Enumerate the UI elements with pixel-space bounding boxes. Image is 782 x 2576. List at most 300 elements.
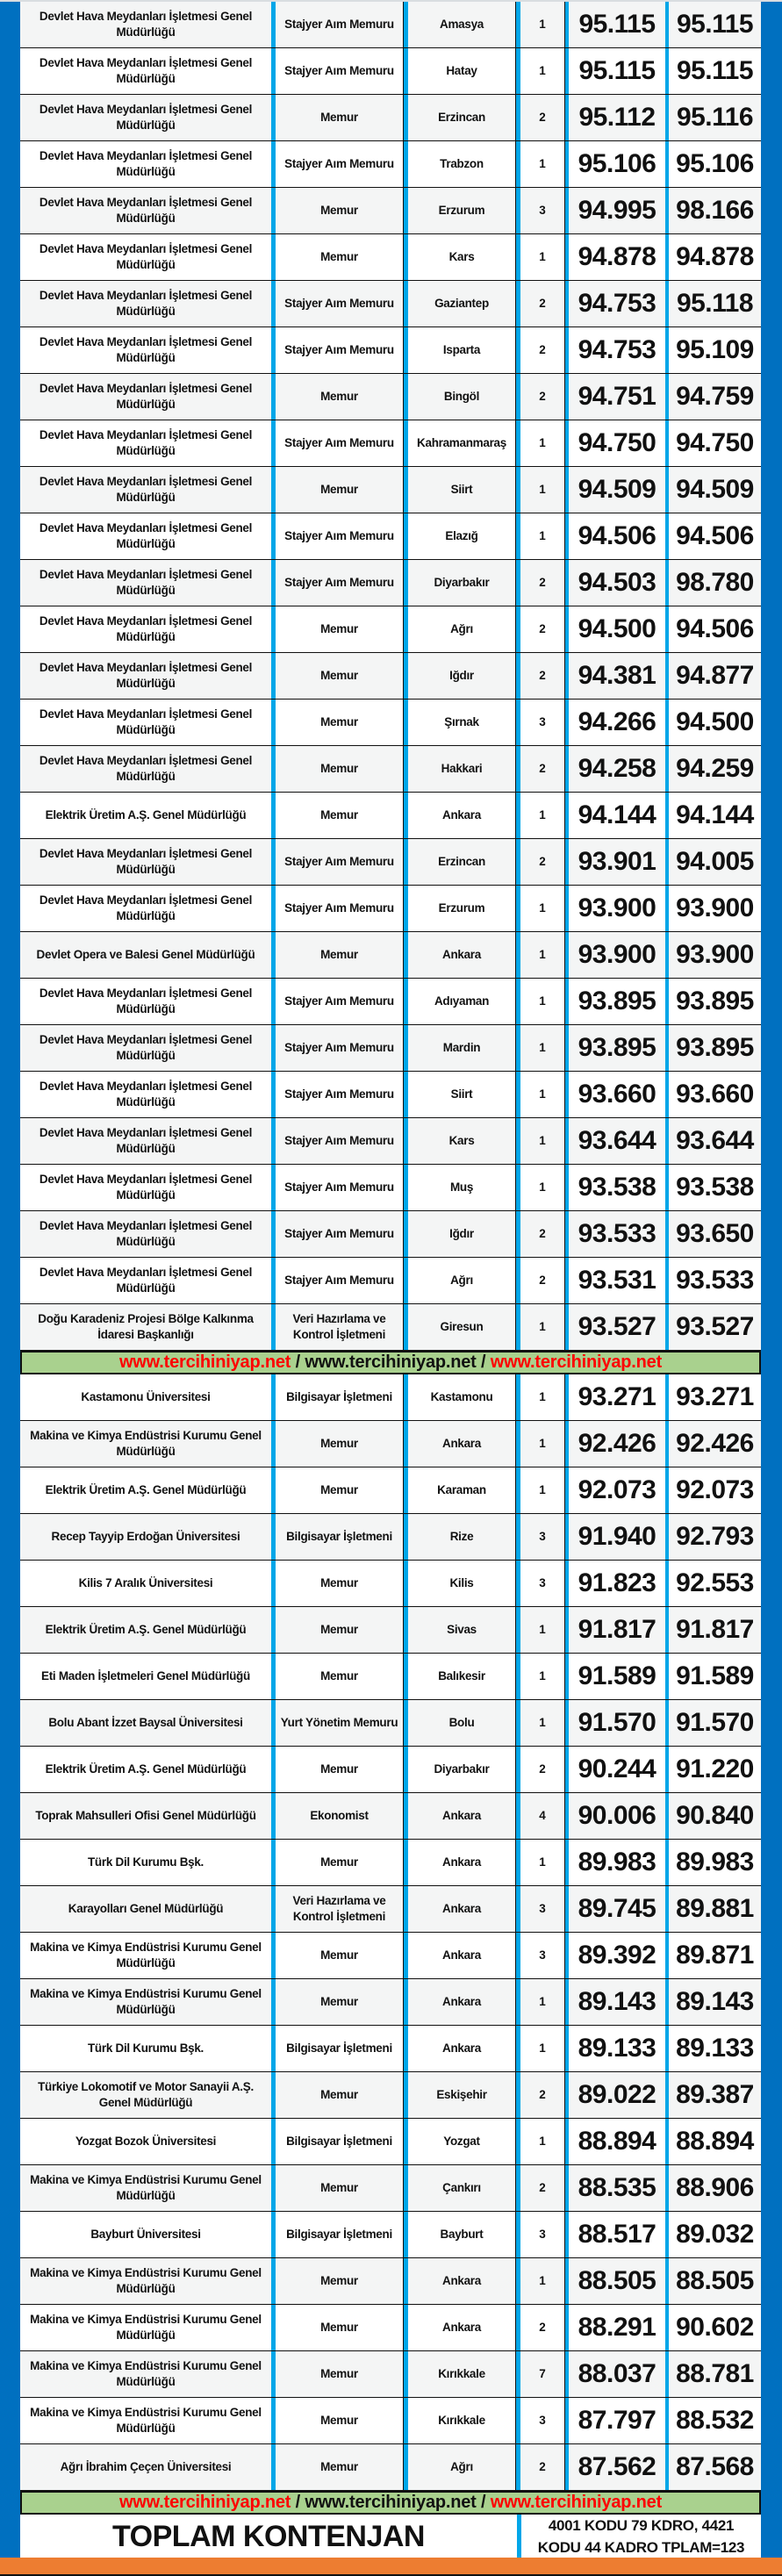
city-cell: Eskişehir <box>404 2072 516 2118</box>
max-score-cell: 93.271 <box>665 1374 761 1420</box>
institution-cell: Türkiye Lokomotif ve Motor Sanayii A.Ş. Genel Müdürlüğü <box>38 2079 254 2109</box>
table-row <box>20 2212 761 2258</box>
table-row <box>20 374 761 420</box>
max-score-cell: 95.115 <box>665 48 761 94</box>
institution-cell: Recep Tayyip Erdoğan Üniversitesi <box>51 1529 240 1543</box>
position-cell: Stajyer Aım Memuru <box>271 281 404 326</box>
city-cell: Ağrı <box>404 1258 516 1303</box>
table-row <box>20 1840 761 1886</box>
banner-link-2[interactable]: www.tercihiniyap.net <box>305 2493 477 2512</box>
position-cell: Stajyer Aım Memuru <box>271 48 404 94</box>
min-score-cell: 91.823 <box>565 1561 665 1606</box>
position-cell: Memur <box>271 2258 404 2304</box>
min-score-cell: 94.503 <box>565 560 665 606</box>
table-row <box>20 188 761 234</box>
table-row <box>20 95 761 141</box>
min-score-cell: 93.660 <box>565 1072 665 1117</box>
position-cell: Memur <box>271 188 404 233</box>
institution-cell: Kastamonu Üniversitesi <box>81 1389 211 1403</box>
total-row <box>20 2515 761 2561</box>
institution-cell: Devlet Hava Meydanları İşletmesi Genel Müdürlüğü <box>39 427 253 457</box>
min-score-cell: 88.505 <box>565 2258 665 2304</box>
site-banner-top <box>20 1351 761 1374</box>
position-cell: Stajyer Aım Memuru <box>271 1211 404 1257</box>
city-cell: Erzurum <box>404 188 516 233</box>
city-cell: Hatay <box>404 48 516 94</box>
city-cell: Ankara <box>404 1421 516 1467</box>
table-row <box>20 2026 761 2072</box>
max-score-cell: 93.895 <box>665 979 761 1024</box>
institution-cell: Makina ve Kimya Endüstrisi Kurumu Genel Müdürlüğü <box>30 2265 262 2295</box>
position-cell: Memur <box>271 653 404 699</box>
city-cell: Bingöl <box>404 374 516 420</box>
min-score-cell: 89.392 <box>565 1933 665 1978</box>
city-cell: Erzurum <box>404 886 516 931</box>
institution-cell: Devlet Hava Meydanları İşletmesi Genel Müdürlüğü <box>39 148 253 178</box>
max-score-cell: 88.781 <box>665 2351 761 2397</box>
table-row <box>20 1747 761 1793</box>
min-score-cell: 94.144 <box>565 793 665 838</box>
city-cell: Kahramanmaraş <box>404 420 516 466</box>
position-cell: Memur <box>271 374 404 420</box>
city-cell: Ankara <box>404 793 516 838</box>
institution-cell: Bolu Abant İzzet Baysal Üniversitesi <box>48 1715 243 1729</box>
min-score-cell: 93.895 <box>565 979 665 1024</box>
min-score-cell: 94.751 <box>565 374 665 420</box>
institution-cell: Devlet Hava Meydanları İşletmesi Genel Müdürlüğü <box>39 474 253 504</box>
table-row <box>20 700 761 746</box>
quota-cell: 1 <box>516 1118 565 1164</box>
table-row <box>20 979 761 1025</box>
table-row <box>20 1025 761 1072</box>
position-cell: Memur <box>271 95 404 140</box>
table-row <box>20 2 761 48</box>
city-cell: Giresun <box>404 1304 516 1350</box>
min-score-cell: 94.500 <box>565 606 665 652</box>
max-score-cell: 93.900 <box>665 886 761 931</box>
city-cell: Siirt <box>404 467 516 513</box>
city-cell: Bayburt <box>404 2212 516 2257</box>
quota-cell: 3 <box>516 1514 565 1560</box>
institution-cell: Devlet Hava Meydanları İşletmesi Genel Müdürlüğü <box>39 1172 253 1202</box>
position-cell: Stajyer Aım Memuru <box>271 1118 404 1164</box>
city-cell: Amasya <box>404 2 516 47</box>
quota-cell: 3 <box>516 1933 565 1978</box>
min-score-cell: 94.750 <box>565 420 665 466</box>
table-row <box>20 420 761 467</box>
banner-link-2[interactable]: www.tercihiniyap.net <box>305 1353 477 1372</box>
position-cell: Memur <box>271 1933 404 1978</box>
total-note <box>517 2515 761 2559</box>
min-score-cell: 94.506 <box>565 513 665 559</box>
city-cell: Diyarbakır <box>404 1747 516 1792</box>
max-score-cell: 98.780 <box>665 560 761 606</box>
institution-cell: Devlet Hava Meydanları İşletmesi Genel Müdürlüğü <box>39 1079 253 1109</box>
table-row <box>20 1421 761 1467</box>
table-row <box>20 513 761 560</box>
position-cell: Stajyer Aım Memuru <box>271 1072 404 1117</box>
institution-cell: Devlet Hava Meydanları İşletmesi Genel Müdürlüğü <box>39 893 253 922</box>
table-section-top <box>20 2 761 1351</box>
min-score-cell: 93.533 <box>565 1211 665 1257</box>
city-cell: Ankara <box>404 2258 516 2304</box>
position-cell: Ekonomist <box>271 1793 404 1839</box>
position-cell: Bilgisayar İşletmeni <box>271 1374 404 1420</box>
institution-cell: Elektrik Üretim A.Ş. Genel Müdürlüğü <box>45 1762 247 1776</box>
max-score-cell: 93.538 <box>665 1165 761 1210</box>
institution-cell: Devlet Hava Meydanları İşletmesi Genel Müdürlüğü <box>39 381 253 411</box>
city-cell: Hakkari <box>404 746 516 792</box>
min-score-cell: 95.115 <box>565 48 665 94</box>
position-cell: Memur <box>271 1840 404 1885</box>
max-score-cell: 95.106 <box>665 141 761 187</box>
quota-cell: 1 <box>516 48 565 94</box>
max-score-cell: 91.589 <box>665 1654 761 1699</box>
table-row <box>20 1793 761 1840</box>
quota-cell: 2 <box>516 1211 565 1257</box>
min-score-cell: 89.143 <box>565 1979 665 2025</box>
table-row <box>20 560 761 606</box>
quota-cell: 3 <box>516 700 565 745</box>
max-score-cell: 93.533 <box>665 1258 761 1303</box>
city-cell: Rize <box>404 1514 516 1560</box>
position-cell: Memur <box>271 2351 404 2397</box>
min-score-cell: 93.900 <box>565 932 665 978</box>
banner-link-1[interactable]: www.tercihiniyap.net <box>118 1353 291 1372</box>
position-cell: Memur <box>271 234 404 280</box>
min-score-cell: 94.381 <box>565 653 665 699</box>
max-score-cell: 87.568 <box>665 2444 761 2490</box>
institution-cell: Devlet Hava Meydanları İşletmesi Genel Müdürlüğü <box>39 334 253 364</box>
city-cell: Erzincan <box>404 95 516 140</box>
city-cell: Kars <box>404 234 516 280</box>
table-row <box>20 2072 761 2119</box>
table-row <box>20 1933 761 1979</box>
min-score-cell: 93.531 <box>565 1258 665 1303</box>
table-row <box>20 281 761 327</box>
min-score-cell: 95.106 <box>565 141 665 187</box>
quota-cell: 1 <box>516 1304 565 1350</box>
max-score-cell: 95.116 <box>665 95 761 140</box>
max-score-cell: 88.906 <box>665 2165 761 2211</box>
quota-cell: 2 <box>516 606 565 652</box>
quota-cell: 2 <box>516 281 565 326</box>
quota-cell: 3 <box>516 188 565 233</box>
min-score-cell: 89.133 <box>565 2026 665 2071</box>
position-cell: Memur <box>271 2398 404 2443</box>
quota-cell: 2 <box>516 1747 565 1792</box>
min-score-cell: 87.797 <box>565 2398 665 2443</box>
table-row <box>20 1304 761 1351</box>
table-row <box>20 141 761 188</box>
total-label: TOPLAM KONTENJAN <box>112 2520 425 2553</box>
banner-link-3[interactable]: www.tercihiniyap.net <box>490 2493 663 2512</box>
city-cell: Gaziantep <box>404 281 516 326</box>
min-score-cell: 94.266 <box>565 700 665 745</box>
position-cell: Memur <box>271 2165 404 2211</box>
min-score-cell: 88.037 <box>565 2351 665 2397</box>
position-cell: Stajyer Aım Memuru <box>271 1258 404 1303</box>
table-row <box>20 1467 761 1514</box>
position-cell: Bilgisayar İşletmeni <box>271 1514 404 1560</box>
city-cell: Erzincan <box>404 839 516 885</box>
max-score-cell: 94.506 <box>665 513 761 559</box>
position-cell: Veri Hazırlama ve Kontrol İşletmeni <box>271 1886 404 1932</box>
table-row <box>20 606 761 653</box>
city-cell: Trabzon <box>404 141 516 187</box>
institution-cell: Devlet Hava Meydanları İşletmesi Genel Müdürlüğü <box>39 195 253 225</box>
kontenjan-table <box>20 2 761 2561</box>
quota-cell: 2 <box>516 2165 565 2211</box>
min-score-cell: 93.644 <box>565 1118 665 1164</box>
institution-cell: Devlet Hava Meydanları İşletmesi Genel Müdürlüğü <box>39 55 253 85</box>
institution-cell: Doğu Karadeniz Projesi Bölge Kalkınma İdaresi Başkanlığı <box>38 1311 254 1341</box>
table-row <box>20 886 761 932</box>
institution-cell: Makina ve Kimya Endüstrisi Kurumu Genel Müdürlüğü <box>30 2405 262 2435</box>
institution-cell: Devlet Hava Meydanları İşletmesi Genel Müdürlüğü <box>39 102 253 132</box>
position-cell: Memur <box>271 1747 404 1792</box>
min-score-cell: 89.983 <box>565 1840 665 1885</box>
position-cell: Memur <box>271 1421 404 1467</box>
min-score-cell: 88.535 <box>565 2165 665 2211</box>
institution-cell: Devlet Hava Meydanları İşletmesi Genel Müdürlüğü <box>39 846 253 876</box>
table-row <box>20 1654 761 1700</box>
quota-cell: 2 <box>516 327 565 373</box>
max-score-cell: 94.500 <box>665 700 761 745</box>
quota-cell: 3 <box>516 2398 565 2443</box>
quota-cell: 1 <box>516 234 565 280</box>
footer-bar <box>0 2558 782 2576</box>
quota-cell: 1 <box>516 793 565 838</box>
position-cell: Stajyer Aım Memuru <box>271 2 404 47</box>
quota-cell: 1 <box>516 2026 565 2071</box>
quota-cell: 1 <box>516 1025 565 1071</box>
position-cell: Memur <box>271 793 404 838</box>
quota-cell: 1 <box>516 886 565 931</box>
city-cell: Yozgat <box>404 2119 516 2164</box>
position-cell: Memur <box>271 2072 404 2118</box>
min-score-cell: 89.022 <box>565 2072 665 2118</box>
city-cell: Ağrı <box>404 2444 516 2490</box>
city-cell: Mardin <box>404 1025 516 1071</box>
city-cell: Kastamonu <box>404 1374 516 1420</box>
max-score-cell: 94.005 <box>665 839 761 885</box>
city-cell: Ankara <box>404 1793 516 1839</box>
position-cell: Bilgisayar İşletmeni <box>271 2119 404 2164</box>
min-score-cell: 95.115 <box>565 2 665 47</box>
position-cell: Memur <box>271 932 404 978</box>
max-score-cell: 95.115 <box>665 2 761 47</box>
max-score-cell: 93.527 <box>665 1304 761 1350</box>
position-cell: Stajyer Aım Memuru <box>271 560 404 606</box>
max-score-cell: 95.109 <box>665 327 761 373</box>
institution-cell: Elektrik Üretim A.Ş. Genel Müdürlüğü <box>45 1482 247 1496</box>
banner-separator: / <box>476 1353 491 1372</box>
max-score-cell: 94.759 <box>665 374 761 420</box>
max-score-cell: 93.660 <box>665 1072 761 1117</box>
institution-cell: Yozgat Bozok Üniversitesi <box>75 2134 217 2148</box>
max-score-cell: 93.895 <box>665 1025 761 1071</box>
quota-cell: 1 <box>516 1421 565 1467</box>
institution-cell: Makina ve Kimya Endüstrisi Kurumu Genel Müdürlüğü <box>30 1940 262 1970</box>
institution-cell: Devlet Hava Meydanları İşletmesi Genel Müdürlüğü <box>39 614 253 643</box>
max-score-cell: 93.644 <box>665 1118 761 1164</box>
institution-cell: Makina ve Kimya Endüstrisi Kurumu Genel Müdürlüğü <box>30 2312 262 2342</box>
table-row <box>20 1118 761 1165</box>
min-score-cell: 94.509 <box>565 467 665 513</box>
max-score-cell: 94.259 <box>665 746 761 792</box>
city-cell: Kırıkkale <box>404 2398 516 2443</box>
quota-cell: 1 <box>516 1467 565 1513</box>
quota-cell: 2 <box>516 2072 565 2118</box>
max-score-cell: 98.166 <box>665 188 761 233</box>
institution-cell: Makina ve Kimya Endüstrisi Kurumu Genel Müdürlüğü <box>30 2358 262 2388</box>
institution-cell: Devlet Hava Meydanları İşletmesi Genel Müdürlüğü <box>39 707 253 736</box>
quota-cell: 3 <box>516 1561 565 1606</box>
quota-cell: 1 <box>516 1374 565 1420</box>
min-score-cell: 91.570 <box>565 1700 665 1746</box>
quota-cell: 2 <box>516 2444 565 2490</box>
table-row <box>20 1979 761 2026</box>
max-score-cell: 89.387 <box>665 2072 761 2118</box>
table-row <box>20 467 761 513</box>
table-row <box>20 2305 761 2351</box>
table-row <box>20 1561 761 1607</box>
max-score-cell: 91.220 <box>665 1747 761 1792</box>
institution-cell: Devlet Hava Meydanları İşletmesi Genel Müdürlüğü <box>39 288 253 318</box>
quota-cell: 1 <box>516 467 565 513</box>
total-note-line2: KODU 44 KADRO TPLAM=123 <box>537 2538 745 2556</box>
min-score-cell: 87.562 <box>565 2444 665 2490</box>
position-cell: Veri Hazırlama ve Kontrol İşletmeni <box>271 1304 404 1350</box>
quota-cell: 1 <box>516 513 565 559</box>
max-score-cell: 88.505 <box>665 2258 761 2304</box>
banner-link-3[interactable]: www.tercihiniyap.net <box>490 1353 663 1372</box>
institution-cell: Kilis 7 Aralık Üniversitesi <box>78 1575 213 1589</box>
max-score-cell: 94.877 <box>665 653 761 699</box>
min-score-cell: 93.527 <box>565 1304 665 1350</box>
position-cell: Stajyer Aım Memuru <box>271 420 404 466</box>
table-row <box>20 1258 761 1304</box>
max-score-cell: 91.570 <box>665 1700 761 1746</box>
min-score-cell: 89.745 <box>565 1886 665 1932</box>
table-row <box>20 839 761 886</box>
max-score-cell: 89.143 <box>665 1979 761 2025</box>
position-cell: Memur <box>271 1654 404 1699</box>
max-score-cell: 89.881 <box>665 1886 761 1932</box>
min-score-cell: 95.112 <box>565 95 665 140</box>
max-score-cell: 92.426 <box>665 1421 761 1467</box>
table-row <box>20 1374 761 1421</box>
min-score-cell: 88.291 <box>565 2305 665 2350</box>
position-cell: Memur <box>271 1467 404 1513</box>
min-score-cell: 88.894 <box>565 2119 665 2164</box>
position-cell: Stajyer Aım Memuru <box>271 327 404 373</box>
max-score-cell: 94.144 <box>665 793 761 838</box>
min-score-cell: 91.817 <box>565 1607 665 1653</box>
institution-cell: Elektrik Üretim A.Ş. Genel Müdürlüğü <box>45 807 247 822</box>
max-score-cell: 90.602 <box>665 2305 761 2350</box>
max-score-cell: 89.032 <box>665 2212 761 2257</box>
institution-cell: Devlet Hava Meydanları İşletmesi Genel Müdürlüğü <box>39 9 253 39</box>
max-score-cell: 94.506 <box>665 606 761 652</box>
max-score-cell: 92.793 <box>665 1514 761 1560</box>
min-score-cell: 91.589 <box>565 1654 665 1699</box>
table-row <box>20 2351 761 2398</box>
min-score-cell: 94.258 <box>565 746 665 792</box>
min-score-cell: 93.900 <box>565 886 665 931</box>
max-score-cell: 91.817 <box>665 1607 761 1653</box>
position-cell: Memur <box>271 606 404 652</box>
institution-cell: Karayolları Genel Müdürlüğü <box>68 1901 224 1915</box>
institution-cell: Makina ve Kimya Endüstrisi Kurumu Genel Müdürlüğü <box>30 1986 262 2016</box>
table-row <box>20 2398 761 2444</box>
table-row <box>20 746 761 793</box>
max-score-cell: 94.878 <box>665 234 761 280</box>
city-cell: Diyarbakır <box>404 560 516 606</box>
banner-separator: / <box>291 1353 305 1372</box>
banner-link-1[interactable]: www.tercihiniyap.net <box>118 2493 291 2512</box>
institution-cell: Devlet Hava Meydanları İşletmesi Genel Müdürlüğü <box>39 520 253 550</box>
min-score-cell: 90.006 <box>565 1793 665 1839</box>
city-cell: Kilis <box>404 1561 516 1606</box>
min-score-cell: 91.940 <box>565 1514 665 1560</box>
position-cell: Bilgisayar İşletmeni <box>271 2026 404 2071</box>
institution-cell: Toprak Mahsulleri Ofisi Genel Müdürlüğü <box>35 1808 256 1822</box>
max-score-cell: 94.750 <box>665 420 761 466</box>
quota-cell: 7 <box>516 2351 565 2397</box>
quota-cell: 1 <box>516 141 565 187</box>
quota-cell: 2 <box>516 374 565 420</box>
table-row <box>20 2258 761 2305</box>
city-cell: Ankara <box>404 1933 516 1978</box>
max-score-cell: 93.900 <box>665 932 761 978</box>
max-score-cell: 88.532 <box>665 2398 761 2443</box>
table-section-bottom <box>20 1374 761 2491</box>
institution-cell: Devlet Hava Meydanları İşletmesi Genel Müdürlüğü <box>39 753 253 783</box>
position-cell: Memur <box>271 2305 404 2350</box>
institution-cell: Devlet Hava Meydanları İşletmesi Genel Müdürlüğü <box>39 1265 253 1295</box>
institution-cell: Türk Dil Kurumu Bşk. <box>87 1855 204 1869</box>
position-cell: Memur <box>271 2444 404 2490</box>
quota-cell: 1 <box>516 1840 565 1885</box>
city-cell: Ankara <box>404 1979 516 2025</box>
position-cell: Stajyer Aım Memuru <box>271 141 404 187</box>
quota-cell: 1 <box>516 1165 565 1210</box>
institution-cell: Devlet Opera ve Balesi Genel Müdürlüğü <box>36 947 255 961</box>
city-cell: Balıkesir <box>404 1654 516 1699</box>
institution-cell: Ağrı İbrahim Çeçen Üniversitesi <box>60 2459 232 2473</box>
banner-separator: / <box>291 2493 305 2512</box>
institution-cell: Devlet Hava Meydanları İşletmesi Genel Müdürlüğü <box>39 660 253 690</box>
max-score-cell: 92.553 <box>665 1561 761 1606</box>
quota-cell: 1 <box>516 1607 565 1653</box>
institution-cell: Bayburt Üniversitesi <box>90 2227 201 2241</box>
table-row <box>20 793 761 839</box>
min-score-cell: 93.271 <box>565 1374 665 1420</box>
city-cell: Elazığ <box>404 513 516 559</box>
position-cell: Memur <box>271 1607 404 1653</box>
quota-cell: 1 <box>516 2258 565 2304</box>
min-score-cell: 94.753 <box>565 327 665 373</box>
quota-cell: 2 <box>516 1258 565 1303</box>
quota-cell: 2 <box>516 560 565 606</box>
institution-cell: Devlet Hava Meydanları İşletmesi Genel Müdürlüğü <box>39 1032 253 1062</box>
max-score-cell: 89.983 <box>665 1840 761 1885</box>
quota-cell: 1 <box>516 1700 565 1746</box>
institution-cell: Devlet Hava Meydanları İşletmesi Genel Müdürlüğü <box>39 567 253 597</box>
city-cell: Sivas <box>404 1607 516 1653</box>
